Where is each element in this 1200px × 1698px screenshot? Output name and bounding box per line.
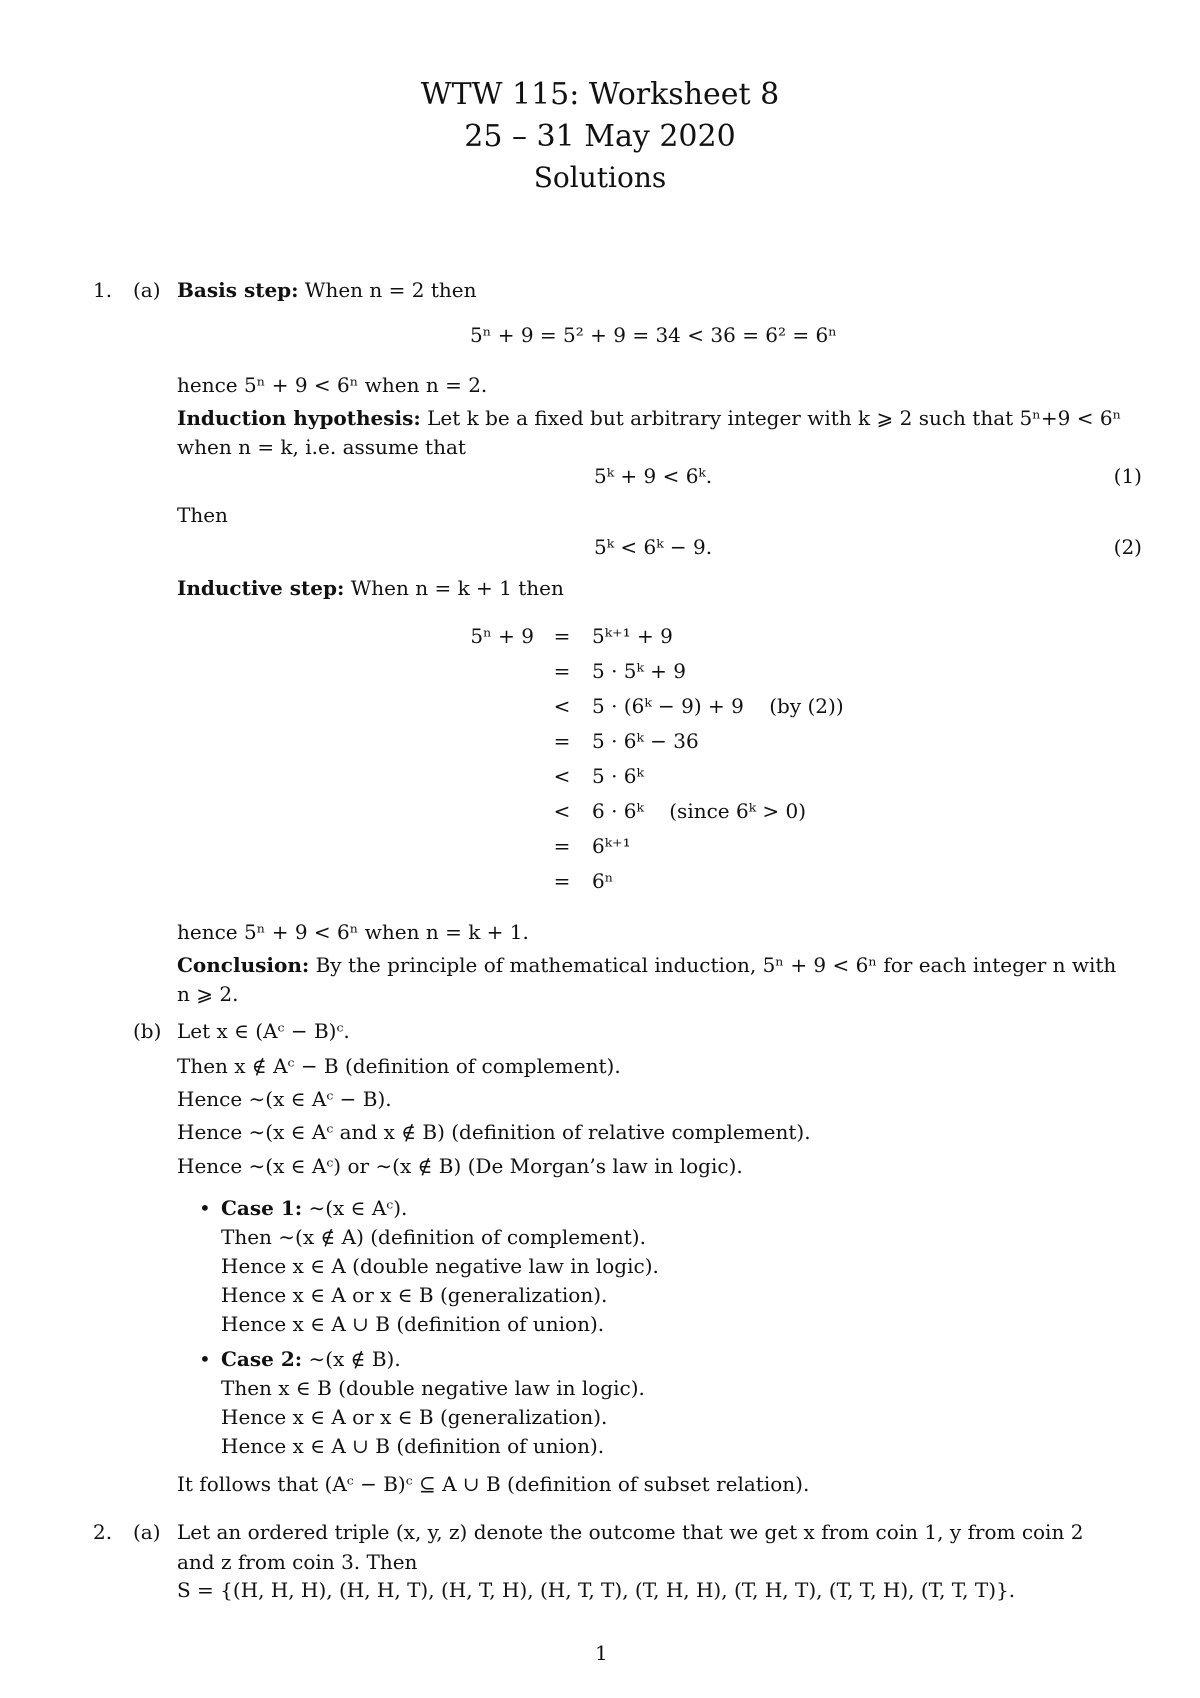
case-2-label: Case 2: <box>221 1347 303 1371</box>
induction-hypothesis-line <box>177 408 1121 428</box>
inductive-step-label: Inductive step: <box>177 576 345 600</box>
case-1-bullet: • <box>199 1196 211 1220</box>
proof-line: Hence ∼(x ∈ Aᶜ) or ∼(x ∉ B) (De Morgan’s law in logic). <box>177 1154 743 1178</box>
chain-relation: = <box>553 729 571 753</box>
case-1-line: Hence x ∈ A ∪ B (definition of union). <box>221 1312 605 1336</box>
basis-equation: 5ⁿ + 9 = 5² + 9 = 34 < 36 = 6² = 6ⁿ <box>470 323 837 347</box>
case-1-line: Hence x ∈ A or x ∈ B (generalization). <box>221 1283 608 1307</box>
chain-relation: = <box>553 624 571 648</box>
proof-line: Then x ∉ Aᶜ − B (definition of complement). <box>177 1054 621 1078</box>
case-1-head: ∼(x ∈ Aᶜ). <box>308 1196 408 1220</box>
proof-line: Let x ∈ (Aᶜ − B)ᶜ. <box>177 1019 350 1043</box>
inductive-step-text: When n = k + 1 then <box>350 576 564 600</box>
conclusion-line <box>177 955 1116 975</box>
basis-step-line <box>177 280 477 300</box>
case-1-line: Then ∼(x ∉ A) (definition of complement). <box>221 1225 646 1249</box>
part-1a-label: (a) <box>133 278 161 302</box>
case-1-label: Case 1: <box>221 1196 303 1220</box>
chain-relation: < <box>553 799 571 823</box>
inductive-step-line <box>177 578 564 598</box>
equation-1-number: (1) <box>1113 464 1142 488</box>
question-1-number: 1. <box>93 278 113 302</box>
equation-2-number: (2) <box>1113 535 1142 559</box>
q2-line-1: Let an ordered triple (x, y, z) denote the outcome that we get x from coin 1, y from coin 2 <box>177 1520 1084 1544</box>
sample-space: S = {(H, H, H), (H, H, T), (H, T, H), (H, T, T), (T, H, H), (T, H, T), (T, T, H), (T, T, T)}. <box>177 1578 1016 1602</box>
part-2a-label: (a) <box>133 1520 161 1544</box>
chain-relation: < <box>553 694 571 718</box>
chain-relation: = <box>553 869 571 893</box>
page-number: 1 <box>595 1641 608 1665</box>
equation-2: 5ᵏ < 6ᵏ − 9. <box>594 535 713 559</box>
chain-expression: 6 · 6ᵏ (since 6ᵏ > 0) <box>592 799 807 823</box>
step-hence: hence 5ⁿ + 9 < 6ⁿ when n = k + 1. <box>177 920 529 944</box>
chain-expression: 5 · (6ᵏ − 9) + 9 (by (2)) <box>592 694 844 718</box>
induction-hypothesis-text-2: when n = k, i.e. assume that <box>177 435 466 459</box>
document-title: WTW 115: Worksheet 8 <box>420 77 780 112</box>
chain-relation: < <box>553 764 571 788</box>
q2-line-2: and z from coin 3. Then <box>177 1550 418 1574</box>
proof-line: Hence ∼(x ∈ Aᶜ and x ∉ B) (definition of relative complement). <box>177 1120 811 1144</box>
part-1b-label: (b) <box>133 1019 162 1043</box>
case-2-line: Hence x ∈ A or x ∈ B (generalization). <box>221 1405 608 1429</box>
proof-line: Hence ∼(x ∈ Aᶜ − B). <box>177 1087 392 1111</box>
case-2-bullet: • <box>199 1347 211 1371</box>
chain-expression: 5 · 6ᵏ − 36 <box>592 729 699 753</box>
conclusion-label: Conclusion: <box>177 953 310 977</box>
case-2-line: Hence x ∈ A ∪ B (definition of union). <box>221 1434 605 1458</box>
conclusion-text-2: n ⩾ 2. <box>177 982 239 1006</box>
case-2-heading <box>221 1349 401 1369</box>
chain-lhs: 5ⁿ + 9 <box>470 624 534 648</box>
chain-expression: 5 · 5ᵏ + 9 <box>592 659 687 683</box>
chain-expression: 6ᵏ⁺¹ <box>592 834 631 858</box>
conclusion-text: By the principle of mathematical induction, 5ⁿ + 9 < 6ⁿ for each integer n with <box>315 953 1117 977</box>
basis-step-label: Basis step: <box>177 278 299 302</box>
case-1-heading <box>221 1198 407 1218</box>
basis-hence: hence 5ⁿ + 9 < 6ⁿ when n = 2. <box>177 373 488 397</box>
basis-step-text: When n = 2 then <box>304 278 477 302</box>
question-2-number: 2. <box>93 1520 113 1544</box>
document-subtitle: Solutions <box>533 161 667 194</box>
document-dates: 25 – 31 May 2020 <box>464 119 736 154</box>
chain-expression: 5 · 6ᵏ <box>592 764 644 788</box>
induction-hypothesis-label: Induction hypothesis: <box>177 406 421 430</box>
chain-expression: 5ᵏ⁺¹ + 9 <box>592 624 673 648</box>
chain-relation: = <box>553 834 571 858</box>
case-1-line: Hence x ∈ A (double negative law in logic). <box>221 1254 659 1278</box>
case-2-line: Then x ∈ B (double negative law in logic). <box>221 1376 645 1400</box>
then-label: Then <box>177 503 228 527</box>
proof-conclusion: It follows that (Aᶜ − B)ᶜ ⊆ A ∪ B (definition of subset relation). <box>177 1472 810 1496</box>
equation-1: 5ᵏ + 9 < 6ᵏ. <box>594 464 713 488</box>
chain-expression: 6ⁿ <box>592 869 614 893</box>
induction-hypothesis-text: Let k be a fixed but arbitrary integer with k ⩾ 2 such that 5ⁿ+9 < 6ⁿ <box>427 406 1122 430</box>
chain-relation: = <box>553 659 571 683</box>
case-2-head: ∼(x ∉ B). <box>308 1347 401 1371</box>
